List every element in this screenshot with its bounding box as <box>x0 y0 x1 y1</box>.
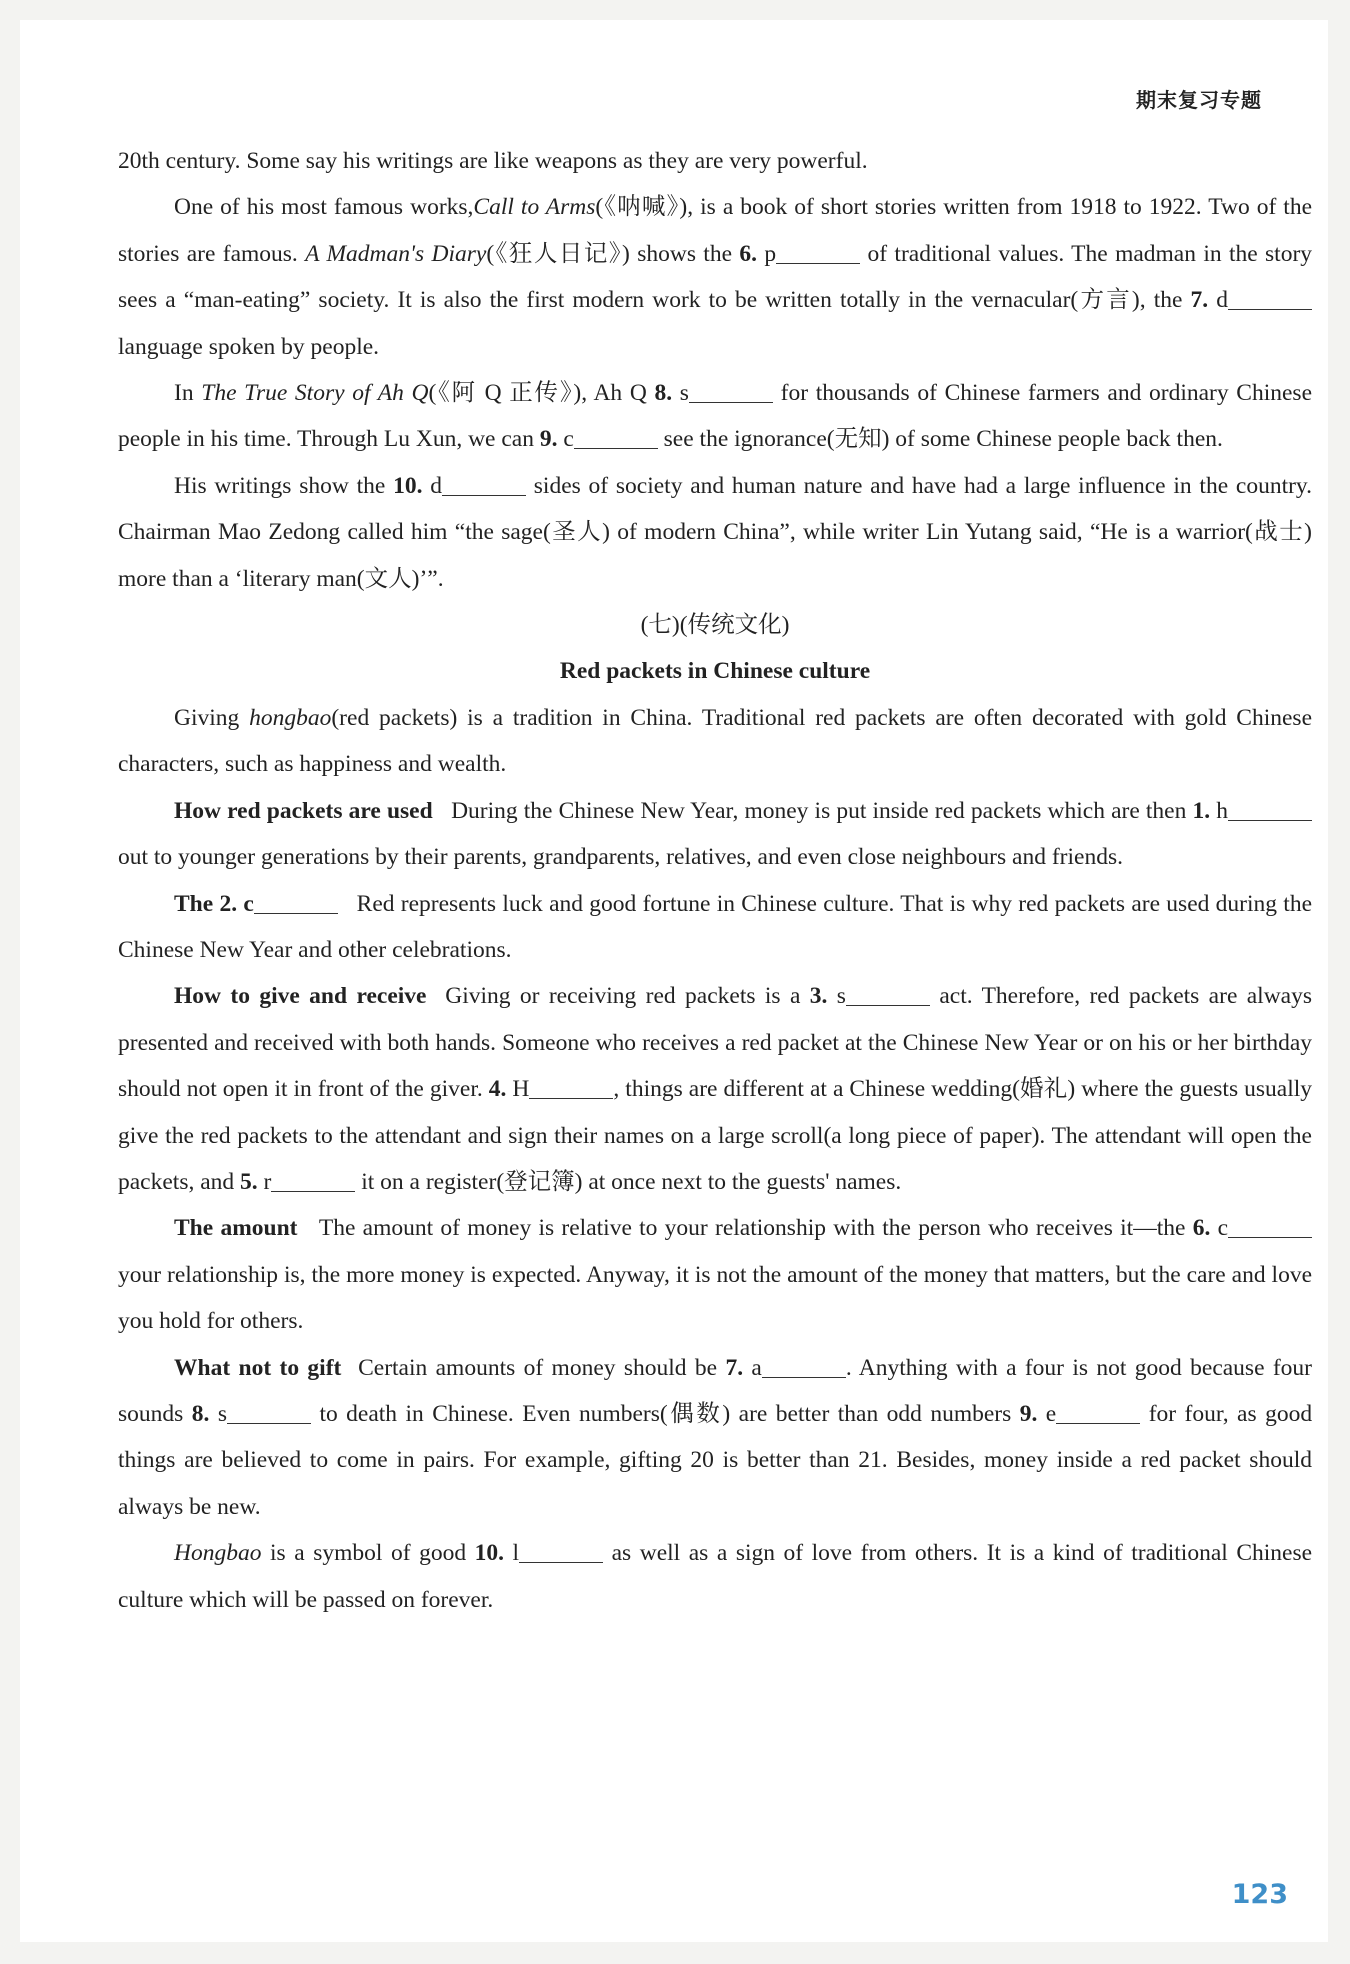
question-number: 10. <box>393 472 423 499</box>
answer-blank-1[interactable] <box>1228 796 1312 821</box>
text-run: out to younger generations by their parents, grandparents, relatives, and even close neighbours and friends. <box>118 844 1123 871</box>
question-number: 9. <box>539 426 558 453</box>
question-number: 7. <box>725 1354 744 1381</box>
passage-title: Red packets in Chinese culture <box>559 658 871 685</box>
text-run: it on a register(登记簿) at once next to the guests' names. <box>361 1168 902 1195</box>
question-number: 8. <box>654 380 673 407</box>
answer-blank-6[interactable] <box>1228 1214 1312 1239</box>
passage6-paragraph-2: One of his most famous works,Call to Arms(《呐喊》), is a book of short stories written from 1918 to 1922. Two of the stories are famous. A Madman's Diary(《狂人日记》) shows the 6. p of traditional values. The madman in the story sees a “man-eating” society. It is also the first modern work to be written totally in the vernacular(方言), the 7. d language spoken by people. <box>118 194 1313 360</box>
text-run: During the Chinese New Year, money is put inside red packets which are then <box>451 797 1187 824</box>
text-run: see the ignorance(无知) of some Chinese people back then. <box>663 426 1223 453</box>
answer-blank-10[interactable] <box>519 1539 603 1564</box>
paragraph-lead: The amount <box>174 1215 298 1242</box>
blank-initial: c <box>1217 1215 1229 1242</box>
passage7-paragraph-5 <box>118 1205 1312 1344</box>
page-header-title: 期末复习专题 <box>1136 88 1262 112</box>
question-number: 6. <box>1192 1215 1211 1242</box>
blank-initial: s <box>836 983 846 1010</box>
question-number: 1. <box>1192 797 1211 824</box>
work-title: The True Story of Ah Q <box>201 380 429 407</box>
answer-blank-8[interactable] <box>227 1399 311 1424</box>
text-run: as well as a sign of love from others. It is a kind of traditional Chinese culture which will be passed on forever. <box>118 1540 1313 1613</box>
paragraph-lead: What not to gift <box>174 1354 342 1381</box>
passage7-paragraph-4 <box>118 973 1312 1205</box>
text-run: 《呐喊》), is a book of short stories written from 1918 to 1922. Two of the stories are famous. <box>118 194 1313 267</box>
question-number: 5. <box>240 1168 258 1195</box>
question-number: 4. <box>488 1076 507 1103</box>
answer-blank-6[interactable] <box>776 239 860 264</box>
text-run: of traditional values. The madman in the story sees a “man-eating” society. It is also the first modern work to be written totally in the vernacular(方言), the <box>118 240 1313 314</box>
answer-blank-10[interactable] <box>442 471 526 496</box>
text-run: In <box>174 380 194 407</box>
text-run: Certain amounts of money should be <box>358 1354 718 1381</box>
text-run: , things are different at a Chinese wedding(婚礼) where the guests usually give the red packets to the attendant and sign their names on a large scroll(a long piece of paper). The attendant will open the packets, and <box>118 1076 1313 1195</box>
page-number: 123 <box>1231 1879 1288 1910</box>
text-run: act. Therefore, red packets are always presented and received with both hands. Someone who receives a red packet at the Chinese New Year or on his or her birthday should not open it in front of the giver. <box>118 983 1313 1103</box>
blank-initial: d <box>430 472 442 499</box>
blank-initial: r <box>263 1168 272 1195</box>
text-run: Giving or receiving red packets is a <box>445 983 801 1010</box>
passage7-paragraph-7 <box>118 1530 1312 1623</box>
blank-initial: c <box>243 890 254 917</box>
text-run: for thousands of Chinese farmers and ordinary Chinese people in his time. Through Lu Xun, we can <box>118 380 1313 453</box>
blank-initial: d <box>1216 287 1229 314</box>
text-run: His writings show the <box>174 472 386 499</box>
question-number: 2. <box>219 890 238 917</box>
answer-blank-5[interactable] <box>271 1167 355 1192</box>
section-heading: (七)(传统文化) <box>640 612 790 639</box>
answer-blank-2[interactable] <box>254 889 338 914</box>
blank-initial: a <box>751 1354 762 1381</box>
text-run: Red represents luck and good fortune in Chinese culture. That is why red packets are used during the Chinese New Year and other celebrations. <box>118 890 1312 963</box>
passage7-paragraph-6 <box>118 1345 1312 1531</box>
page-sheet <box>20 20 1328 1942</box>
text-run: The amount of money is relative to your relationship with the person who receives it—the <box>318 1215 1186 1242</box>
text-run: language spoken by people. <box>118 333 380 360</box>
blank-initial: e <box>1045 1400 1057 1427</box>
passage7-paragraph-3 <box>118 881 1312 974</box>
paragraph-lead: How to give and receive <box>174 983 427 1010</box>
blank-initial: h <box>1216 797 1229 824</box>
text-run: is a symbol of good <box>270 1540 467 1567</box>
text-run: sides of society and human nature and have had a large influence in the country. Chairman Mao Zedong called him “the sage(圣人) of modern China”, while writer Lin Yutang said, “He is a warrior(战士) more than a ‘literary man(文人)’”. <box>118 472 1313 592</box>
answer-blank-9[interactable] <box>574 425 658 450</box>
text-content <box>118 138 1312 1623</box>
text-run: (《阿 Q 正传》), Ah Q <box>428 380 647 407</box>
blank-initial: s <box>217 1400 227 1427</box>
answer-blank-7[interactable] <box>762 1353 846 1378</box>
blank-initial: H <box>512 1076 530 1103</box>
text-run: your relationship is, the more money is expected. Anyway, it is not the amount of the money that matters, but the care and love you hold for others. <box>118 1261 1312 1335</box>
answer-blank-4[interactable] <box>529 1075 613 1100</box>
blank-initial: p <box>764 240 777 267</box>
answer-blank-8[interactable] <box>689 379 773 404</box>
text-run: . Anything with a four is not good because four sounds <box>118 1354 1313 1427</box>
passage6-paragraph-4 <box>118 463 1312 602</box>
paragraph-lead: How red packets are used <box>174 797 433 824</box>
question-number: 7. <box>1190 287 1209 314</box>
text-run: for four, as good things are believed to come in pairs. For example, gifting 20 is better than 21. Besides, money inside a red packet should always be new. <box>118 1400 1313 1520</box>
passage7-paragraph-1 <box>118 695 1312 788</box>
work-title: Call to Arms <box>473 194 596 221</box>
passage7-paragraph-2 <box>118 788 1312 881</box>
text-run: (《狂人日记》) shows the <box>486 240 733 267</box>
question-number: 9. <box>1019 1400 1038 1427</box>
text-run: Giving <box>174 704 240 731</box>
work-title: A Madman's Diary <box>305 240 487 267</box>
answer-blank-9[interactable] <box>1056 1399 1140 1424</box>
paragraph-lead: The <box>174 890 214 917</box>
text-run: (red packets) is a tradition in China. Traditional red packets are often decorated with gold Chinese characters, such as happiness and wealth. <box>118 704 1312 778</box>
question-number: 10. <box>474 1540 504 1567</box>
passage6-paragraph-3 <box>118 370 1312 463</box>
question-number: 8. <box>191 1400 210 1427</box>
italic-term: Hongbao <box>174 1540 262 1567</box>
blank-initial: s <box>679 380 689 407</box>
question-number: 3. <box>809 983 828 1010</box>
passage6-paragraph-1: 20th century. Some say his writings are like weapons as they are very powerful. <box>118 148 868 174</box>
text-run: to death in Chinese. Even numbers(偶数) are better than odd numbers <box>319 1400 1012 1427</box>
text-run: One of his most famous works, <box>174 194 474 221</box>
question-number: 6. <box>739 240 758 267</box>
blank-initial: l <box>512 1540 520 1567</box>
blank-initial: c <box>563 426 574 453</box>
answer-blank-3[interactable] <box>846 982 930 1007</box>
answer-blank-7[interactable] <box>1228 286 1312 311</box>
italic-term: hongbao <box>249 704 332 731</box>
